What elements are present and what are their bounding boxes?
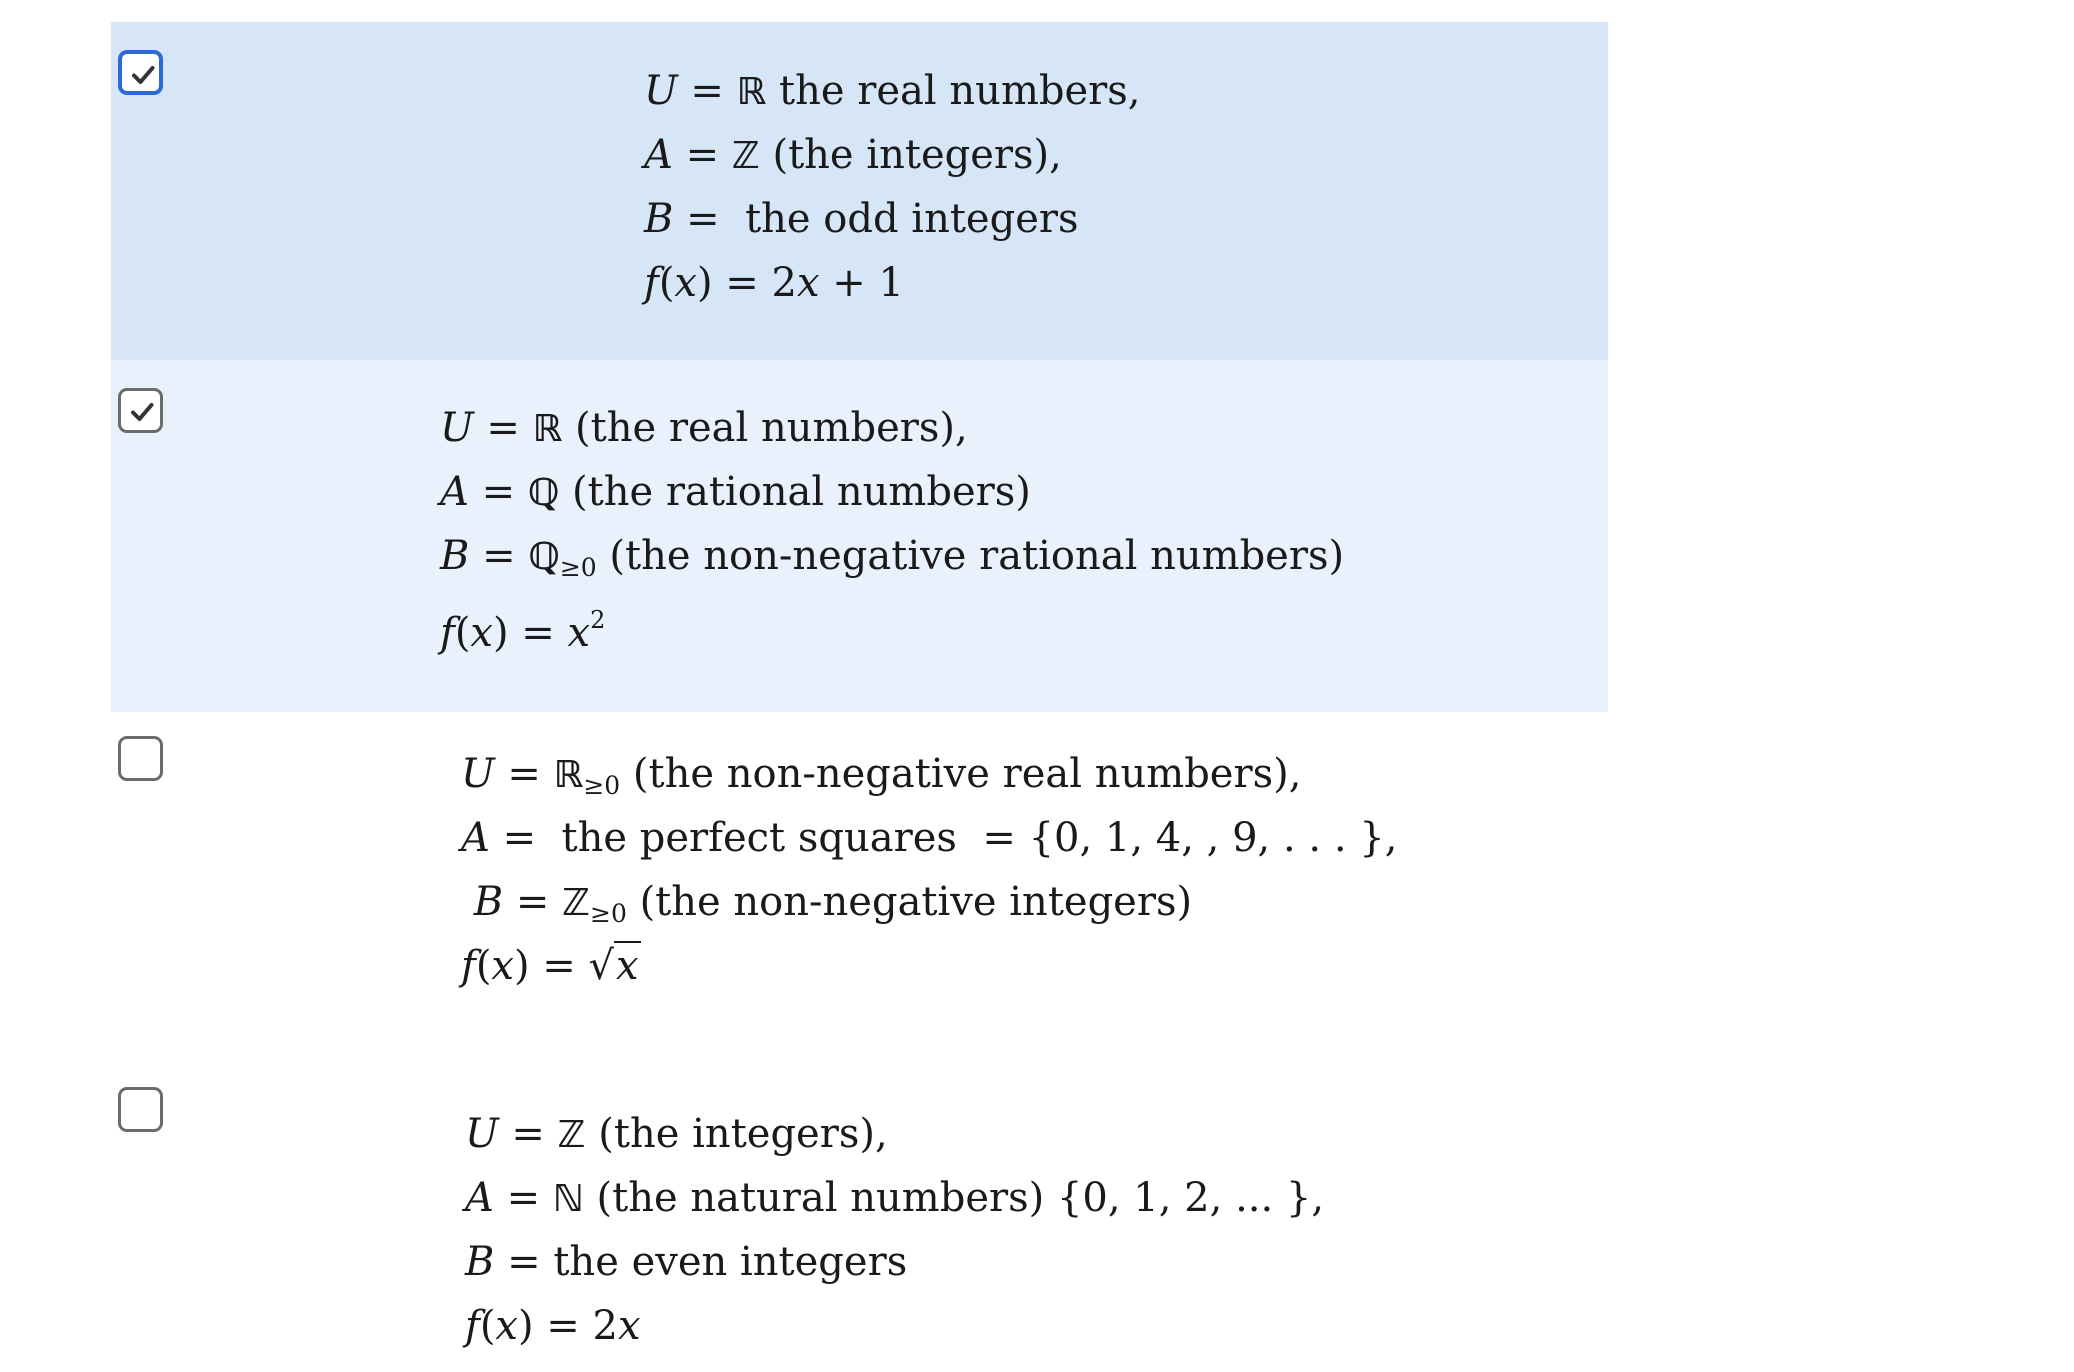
answer-option-1[interactable] bbox=[111, 22, 1608, 360]
option-4-checkbox[interactable] bbox=[118, 1087, 163, 1132]
option-1-line-4: f(x) = 2x + 1 bbox=[644, 260, 904, 306]
option-3-line-1: U = ℝ$_{\ge 0}$ (the non-negative real numbers), bbox=[461, 751, 1302, 800]
answer-option-4[interactable] bbox=[111, 1060, 1608, 1372]
answer-option-3[interactable] bbox=[111, 712, 1608, 1060]
option-2-line-4: $f(x) = x^2$ bbox=[440, 606, 606, 656]
option-3-line-4: f(x) = √x bbox=[461, 943, 639, 989]
option-4-text bbox=[465, 1102, 1324, 1358]
option-1-line-3: B = the odd integers bbox=[644, 196, 1079, 242]
option-1-line-2: A = ℤ (the integers), bbox=[644, 132, 1062, 178]
option-2-checkbox[interactable] bbox=[118, 388, 163, 433]
option-4-line-1: U = ℤ (the integers), bbox=[465, 1111, 888, 1157]
option-3-checkbox[interactable] bbox=[118, 736, 163, 781]
option-4-line-4: f(x) = 2x bbox=[465, 1303, 641, 1349]
option-2-line-1: U = ℝ (the real numbers), bbox=[440, 405, 968, 451]
checkmark-icon bbox=[127, 397, 157, 427]
answer-option-2[interactable] bbox=[111, 360, 1608, 712]
checkmark-icon bbox=[128, 60, 158, 90]
option-1-line-1: U = ℝ the real numbers, bbox=[644, 68, 1141, 114]
option-2-line-2: A = ℚ (the rational numbers) bbox=[440, 469, 1031, 515]
option-2-text bbox=[440, 396, 1345, 656]
option-3-text bbox=[461, 742, 1397, 998]
option-3-line-2: A = the perfect squares = {0, 1, 4, , 9, . . . }, bbox=[461, 815, 1398, 861]
option-2-line-3: B = ℚ$_{\ge 0}$ (the non-negative rational numbers) bbox=[440, 533, 1345, 582]
option-4-line-3: B = the even integers bbox=[465, 1239, 908, 1285]
option-1-text bbox=[644, 59, 1141, 315]
option-4-line-2: A = ℕ (the natural numbers) {0, 1, 2, ... }, bbox=[465, 1175, 1325, 1221]
option-3-line-3: B = ℤ$_{\ge 0}$ (the non-negative integers) bbox=[473, 879, 1193, 928]
option-1-checkbox[interactable] bbox=[118, 50, 163, 95]
sqrt-symbol: √x bbox=[588, 943, 639, 989]
